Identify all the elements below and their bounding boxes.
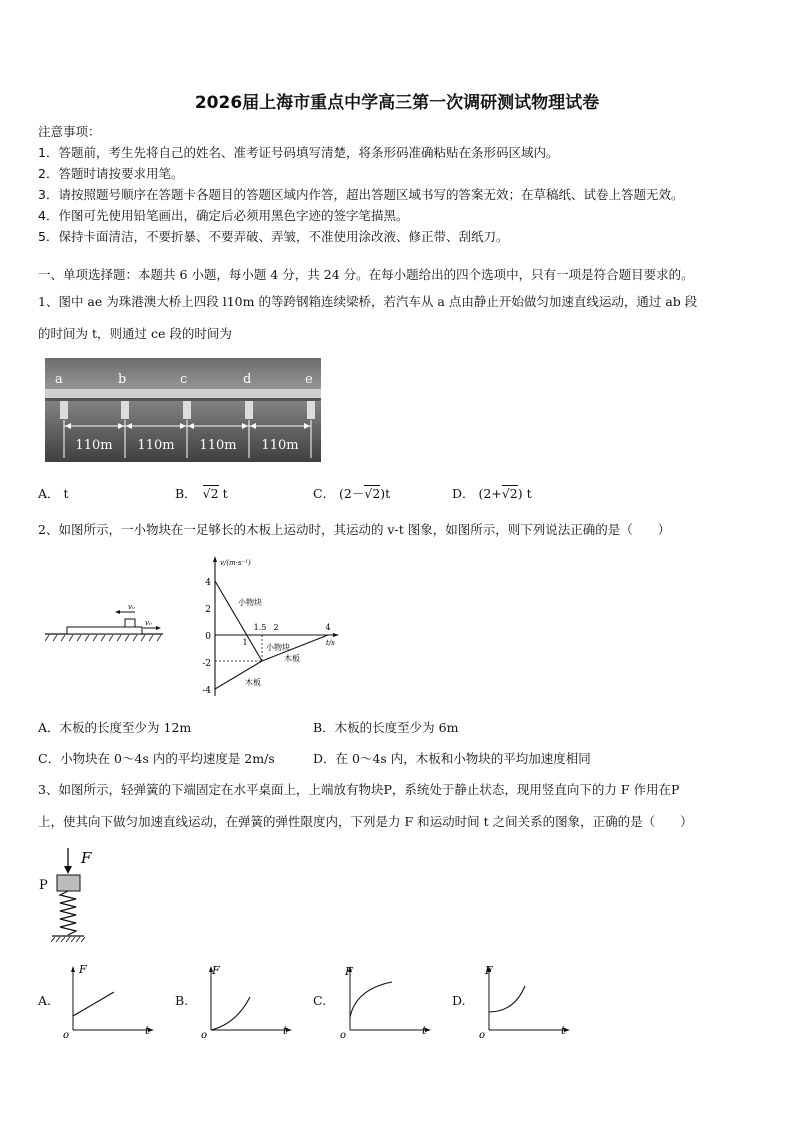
q3-option-a[interactable]: A. bbox=[38, 993, 52, 1008]
block-p-label: P bbox=[39, 878, 48, 893]
option-text: B． bbox=[175, 486, 201, 501]
graph-y-label: F bbox=[79, 963, 87, 976]
q3-stem-line1: 3、如图所示，轻弹簧的下端固定在水平桌面上，上端放有物块P，系统处于静止状态，现用竖直向下的力 F 作用在P bbox=[38, 782, 680, 797]
x-tick-label: 4 bbox=[325, 623, 331, 632]
option-text: C． (2－ bbox=[313, 486, 365, 501]
graph-y-label: F bbox=[485, 964, 493, 977]
q1-option-a[interactable]: A． t bbox=[38, 486, 69, 501]
y-axis-label: v/(m·s⁻¹) bbox=[220, 559, 251, 567]
block-velocity-label: v₀ bbox=[128, 603, 135, 611]
q1-option-c[interactable]: C． (2－√2)t bbox=[313, 486, 391, 501]
spring-figure bbox=[38, 845, 98, 950]
graph-c bbox=[339, 962, 434, 1042]
section-header: 一、单项选择题：本题共 6 小题，每小题 4 分，共 24 分。在每小题给出的四个选项中，只有一项是符合题目要求的。 bbox=[38, 267, 694, 282]
q1-stem-line2: 的时间为 t，则通过 ce 段的时间为 bbox=[38, 326, 232, 341]
bridge-point-label: e bbox=[305, 372, 313, 387]
q2-option-a[interactable]: A．木板的长度至少为 12m bbox=[38, 720, 192, 735]
notice-heading: 注意事项： bbox=[38, 124, 101, 139]
graph-x-label: t bbox=[422, 1024, 427, 1037]
graph-origin-label: o bbox=[201, 1030, 208, 1041]
sqrt-radicand: 2 bbox=[372, 486, 381, 501]
q3-option-d[interactable]: D. bbox=[452, 993, 466, 1008]
bridge-span-label: 110m bbox=[75, 438, 113, 453]
graph-a bbox=[62, 962, 157, 1042]
force-label: F bbox=[81, 849, 92, 867]
x-tick-label: 1 bbox=[242, 638, 248, 647]
graph-y-label: F bbox=[212, 964, 220, 977]
option-text: t bbox=[218, 486, 228, 501]
option-text: D． (2+ bbox=[452, 486, 502, 501]
f-t-curve bbox=[73, 992, 114, 1016]
bridge-span-label: 110m bbox=[199, 438, 237, 453]
sqrt-radicand: 2 bbox=[509, 486, 518, 501]
curve-label: 小物块 bbox=[238, 598, 262, 607]
graph-x-label: t bbox=[561, 1024, 566, 1037]
notice-item: 3．请按照题号顺序在答题卡各题目的答题区域内作答，超出答题区域书写的答案无效；在草稿纸、试卷上答题无效。 bbox=[38, 187, 684, 202]
notice-item: 1．答题前，考生先将自己的姓名、准考证号码填写清楚，将条形码准确粘贴在条形码区域内。 bbox=[38, 145, 559, 160]
bridge-point-label: b bbox=[118, 372, 127, 387]
q1-stem-line1: 1、图中 ae 为珠港澳大桥上四段 l10m 的等跨钢箱连续梁桥，若汽车从 a 点由静止开始做匀加速直线运动，通过 ab 段 bbox=[38, 294, 698, 309]
graph-x-label: t bbox=[283, 1024, 288, 1037]
graph-b bbox=[200, 962, 295, 1042]
bridge-point-label: a bbox=[55, 372, 63, 387]
bridge-span-label: 110m bbox=[137, 438, 175, 453]
bridge-span-label: 110m bbox=[261, 438, 299, 453]
curve-label: 木板 bbox=[245, 678, 261, 687]
y-tick-label: -2 bbox=[202, 659, 211, 669]
sqrt-radicand: 2 bbox=[210, 486, 219, 501]
q2-option-c[interactable]: C．小物块在 0～4s 内的平均速度是 2m/s bbox=[38, 751, 275, 766]
curve-label: 小物块 bbox=[266, 643, 290, 652]
q3-stem-line2: 上，使其向下做匀加速直线运动，在弹簧的弹性限度内，下列是力 F 和运动时间 t 之间关系的图象，正确的是（ ） bbox=[38, 814, 693, 829]
q1-option-b[interactable]: B． √2 t bbox=[175, 486, 228, 501]
q1-option-d[interactable]: D． (2+√2) t bbox=[452, 486, 532, 501]
page-title: 2026届上海市重点中学高三第一次调研测试物理试卷 bbox=[194, 93, 600, 113]
block-on-board-figure bbox=[45, 600, 170, 648]
q2-stem: 2、如图所示，一小物块在一足够长的木板上运动时，其运动的 v-t 图象，如图所示，则下列说法正确的是（ ） bbox=[38, 522, 671, 537]
graph-origin-label: o bbox=[479, 1030, 486, 1041]
q3-option-c[interactable]: C. bbox=[313, 993, 327, 1008]
option-text: )t bbox=[380, 486, 391, 501]
notice-item: 2．答题时请按要求用笔。 bbox=[38, 166, 184, 181]
q2-option-d[interactable]: D．在 0～4s 内，木板和小物块的平均加速度相同 bbox=[313, 751, 591, 766]
graph-origin-label: o bbox=[340, 1030, 347, 1041]
bridge-figure bbox=[45, 358, 321, 462]
board-velocity-label: v₀ bbox=[145, 619, 152, 627]
y-tick-label: -4 bbox=[202, 686, 211, 696]
graph-d bbox=[478, 962, 573, 1042]
x-axis-label: t/s bbox=[326, 639, 335, 647]
q2-option-b[interactable]: B．木板的长度至少为 6m bbox=[313, 720, 459, 735]
q3-option-b[interactable]: B. bbox=[175, 993, 189, 1008]
y-tick-label: 4 bbox=[205, 578, 211, 588]
notice-item: 4．作图可先使用铅笔画出，确定后必须用黑色字迹的签字笔描黑。 bbox=[38, 208, 409, 223]
f-t-curve bbox=[211, 997, 250, 1030]
graph-origin-label: o bbox=[63, 1030, 70, 1041]
graph-y-label: F bbox=[345, 965, 353, 978]
option-text: ) t bbox=[517, 486, 532, 501]
y-tick-label: 2 bbox=[205, 605, 211, 615]
f-t-curve bbox=[350, 982, 392, 1017]
spring bbox=[60, 891, 76, 935]
notice-item: 5．保持卡面清洁，不要折暴、不要弄破、弄皱，不准使用涂改液、修正带、刮纸刀。 bbox=[38, 229, 509, 244]
x-tick-label: 2 bbox=[273, 623, 279, 632]
curve-label: 木板 bbox=[284, 654, 300, 663]
bridge-point-label: d bbox=[243, 372, 252, 387]
vt-graph bbox=[198, 553, 343, 700]
f-t-curve bbox=[489, 986, 525, 1012]
y-tick-label: 0 bbox=[205, 632, 211, 642]
bridge-point-label: c bbox=[180, 372, 188, 387]
graph-x-label: t bbox=[145, 1024, 150, 1037]
x-tick-label: 1.5 bbox=[253, 623, 267, 632]
